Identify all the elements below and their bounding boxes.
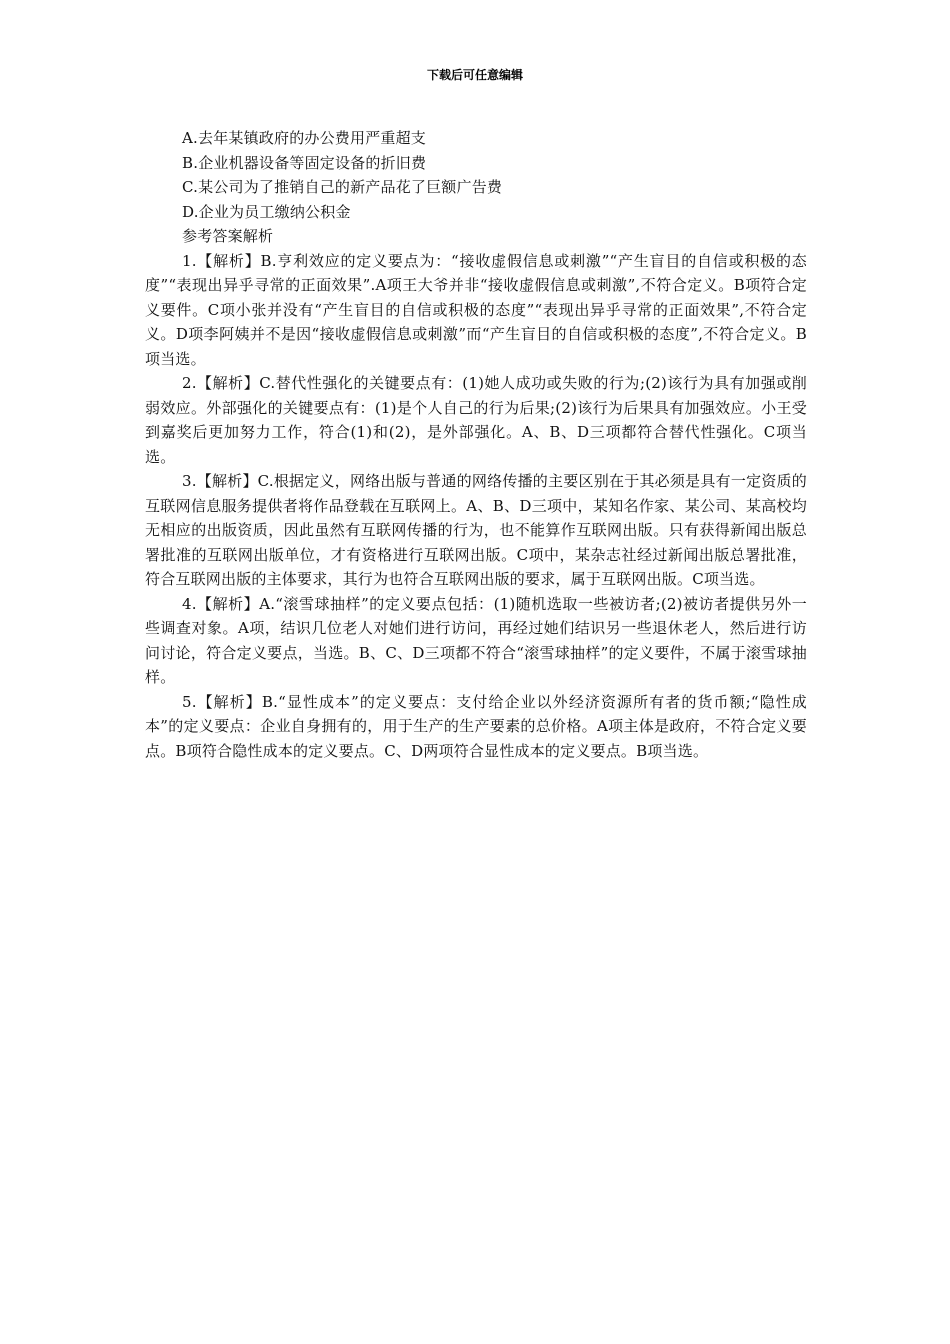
answers-title: 参考答案解析 [182,227,274,245]
document-body [145,126,807,763]
answer-4: 4.【解析】A.“滚雪球抽样”的定义要点包括：(1)随机选取一些被访者;(2)被访者提供另外一些调查对象。A项，结识几位老人对她们进行访问，再经过她们结识另一些退休老人，然后进行访问讨论，符合定义要点，当选。B、C、D三项都不符合“滚雪球抽样”的定义要件，不属于滚雪球抽样。 [145,594,807,686]
option-b: B.企业机器设备等固定设备的折旧费 [182,153,427,172]
answer-3: 3.【解析】C.根据定义，网络出版与普通的网络传播的主要区别在于其必须是具有一定资质的互联网信息服务提供者将作品登载在互联网上。A、B、D三项中，某知名作家、某公司、某高校均无相应的出版资质，因此虽然有互联网传播的行为，也不能算作互联网出版。只有获得新闻出版总署批准的互联网出版单位，才有资格进行互联网出版。C项中，某杂志社经过新闻出版总署批准，符合互联网出版的主体要求，其行为也符合互联网出版的要求，属于互联网出版。C项当选。 [145,472,807,588]
answer-2: 2.【解析】C.替代性强化的关键要点有：(1)她人成功或失败的行为;(2)该行为具有加强或削弱效应。外部强化的关键要点有：(1)是个人自己的行为后果;(2)该行为后果具有加强效应。小王受到嘉奖后更加努力工作，符合(1)和(2)，是外部强化。A、B、D三项都符合替代性强化。C项当选。 [145,374,807,466]
page-header: 下载后可任意编辑 [426,68,523,82]
answer-5: 5.【解析】B.“显性成本”的定义要点：支付给企业以外经济资源所有者的货币额;“隐性成本”的定义要点：企业自身拥有的，用于生产的生产要素的总价格。A项主体是政府，不符合定义要点。B项符合隐性成本的定义要点。C、D两项符合显性成本的定义要点。B项当选。 [145,692,807,760]
option-c: C.某公司为了推销自己的新产品花了巨额广告费 [182,178,503,196]
answer-1: 1.【解析】B.亨利效应的定义要点为：“接收虚假信息或刺激”“产生盲目的自信或积极的态度”“表现出异乎寻常的正面效果”.A项王大爷并非“接收虚假信息或刺激”,不符合定义。B项符合定义要件。C项小张并没有“产生盲目的自信或积极的态度”“表现出异乎寻常的正面效果”,不符合定义。D项李阿姨并不是因“接收虚假信息或刺激”而“产生盲目的自信或积极的态度”,不符合定义。B项当选。 [145,251,807,368]
option-d: D.企业为员工缴纳公积金 [182,202,351,221]
option-a: A.去年某镇政府的办公费用严重超支 [182,129,427,147]
